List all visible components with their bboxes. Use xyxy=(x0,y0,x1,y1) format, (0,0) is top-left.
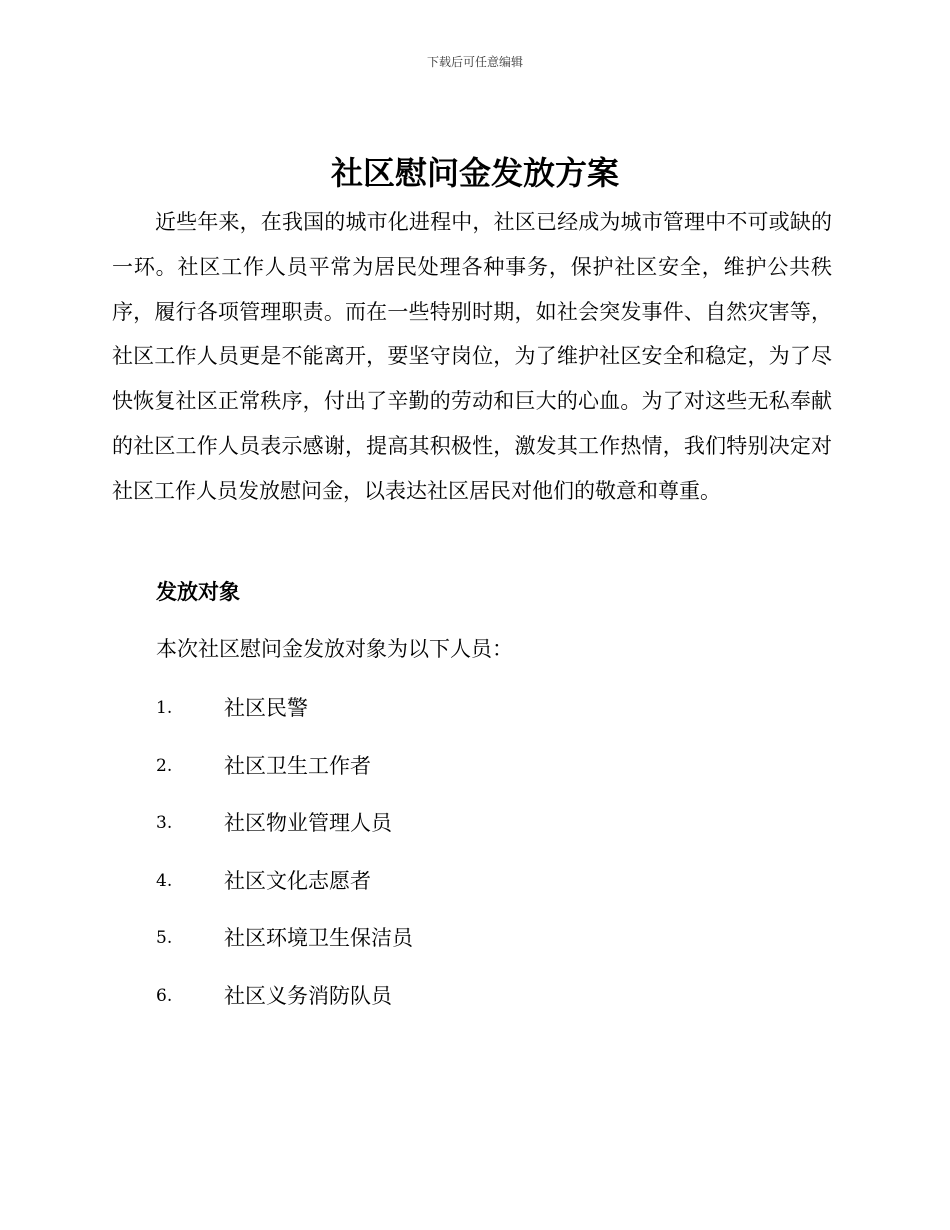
list-item xyxy=(156,748,413,806)
list-item xyxy=(156,920,413,978)
list-item-number: 6. xyxy=(156,985,173,1006)
section-intro: 本次社区慰问金发放对象为以下人员： xyxy=(156,637,513,661)
list-item-number: 2. xyxy=(156,755,173,776)
list-item-label: 社区环境卫生保洁员 xyxy=(224,926,413,950)
list-item xyxy=(156,978,413,1036)
list-item xyxy=(156,690,413,748)
list-item-number: 5. xyxy=(156,928,173,948)
list-item xyxy=(156,863,413,921)
list-item-number: 1. xyxy=(156,698,173,718)
list-item-label: 社区物业管理人员 xyxy=(224,811,392,835)
list-item-label: 社区文化志愿者 xyxy=(224,868,371,893)
list-item-label: 社区卫生工作者 xyxy=(224,753,371,778)
section-heading: 发放对象 xyxy=(156,580,240,604)
list-item-label: 社区义务消防队员 xyxy=(224,983,392,1008)
list-item-number: 4. xyxy=(156,870,173,891)
list-item-label: 社区民警 xyxy=(224,696,308,720)
intro-paragraph: 近些年来，在我国的城市化进程中，社区已经成为城市管理中不可或缺的一环。社区工作人员平常为居民处理各种事务，保护社区安全，维护公共秩序，履行各项管理职责。而在一些特别时期，如社会突发事件、自然灾害等，社区工作人员更是不能离开，要坚守岗位，为了维护社区安全和稳定，为了尽快恢复社区正常秩序，付出了辛勤的劳动和巨大的心血。为了对这些无私奉献的社区工作人员表示感谢，提高其积极性，激发其工作热情，我们特别决定对社区工作人员发放慰问金，以表达社区居民对他们的敬意和尊重。 xyxy=(112,210,832,503)
list-item-number: 3. xyxy=(156,813,173,833)
document-title: 社区慰问金发放方案 xyxy=(330,154,619,192)
recipient-list xyxy=(156,690,413,1035)
list-item xyxy=(156,805,413,863)
header-note: 下载后可任意编辑 xyxy=(426,55,523,69)
